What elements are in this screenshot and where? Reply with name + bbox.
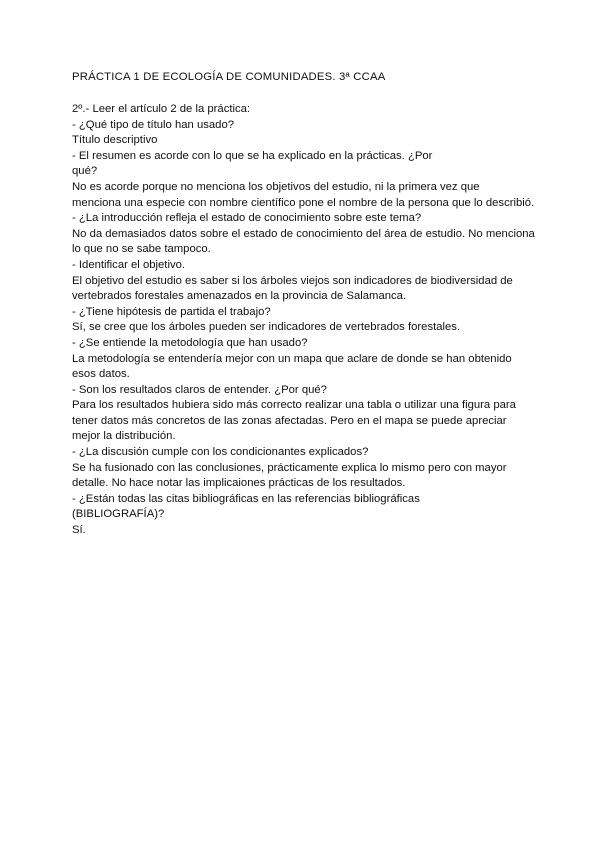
answer-line: Sí, se cree que los árboles pueden ser indicadores de vertebrados forestales. <box>72 321 461 334</box>
answer-line: No es acorde porque no menciona los objetivos del estudio, ni la primera vez que <box>72 180 480 193</box>
question-line: (BIBLIOGRAFÍA)? <box>72 508 165 521</box>
question-line: - ¿La discusión cumple con los condicionantes explicados? <box>72 446 369 459</box>
question-line: - Identificar el objetivo. <box>72 258 186 271</box>
answer-line: tener datos más concretos de las zonas afectadas. Pero en el mapa se puede apreciar <box>72 414 507 427</box>
answer-line: detalle. No hace notar las implicaiones prácticas de los resultados. <box>72 477 406 490</box>
question-line: - ¿La introducción refleja el estado de conocimiento sobre este tema? <box>72 212 422 225</box>
answer-line: La metodología se entendería mejor con un mapa que aclare de donde se han obtenido <box>72 352 512 365</box>
answer-line: mejor la distribución. <box>72 430 176 443</box>
text-line: 2º.- Leer el artículo 2 de la práctica: <box>72 103 251 115</box>
document-body <box>72 102 535 539</box>
answer-line: Título descriptivo <box>72 134 158 147</box>
answer-line: esos datos. <box>72 368 130 381</box>
document-title: PRÁCTICA 1 DE ECOLOGÍA DE COMUNIDADES. 3ª CCAA <box>72 71 386 83</box>
question-line: - ¿Qué tipo de título han usado? <box>72 118 235 131</box>
question-line: - ¿Se entiende la metodología que han usado? <box>72 336 308 349</box>
question-line: qué? <box>72 165 98 178</box>
question-line: - Son los resultados claros de entender. ¿Por qué? <box>72 383 327 396</box>
answer-line: Sí. <box>72 524 86 537</box>
question-line: - El resumen es acorde con lo que se ha explicado en la prácticas. ¿Por <box>72 149 433 162</box>
question-line: - ¿Están todas las citas bibliográficas en las referencias bibliográficas <box>72 492 420 505</box>
answer-line: El objetivo del estudio es saber si los árboles viejos son indicadores de biodiversidad de <box>72 274 513 287</box>
answer-line: menciona una especie con nombre científico pone el nombre de la persona que lo describió. <box>72 196 535 209</box>
question-line: - ¿Tiene hipótesis de partida el trabajo? <box>72 305 271 318</box>
answer-line: No da demasiados datos sobre el estado de conocimiento del área de estudio. No menciona <box>72 227 535 240</box>
answer-line: Para los resultados hubiera sido más correcto realizar una tabla o utilizar una figura para <box>72 399 516 412</box>
answer-line: vertebrados forestales amenazados en la provincia de Salamanca. <box>72 290 407 303</box>
answer-line: lo que no se sabe tampoco. <box>72 243 211 256</box>
answer-line: Se ha fusionado con las conclusiones, prácticamente explica lo mismo pero con mayor <box>72 461 507 474</box>
